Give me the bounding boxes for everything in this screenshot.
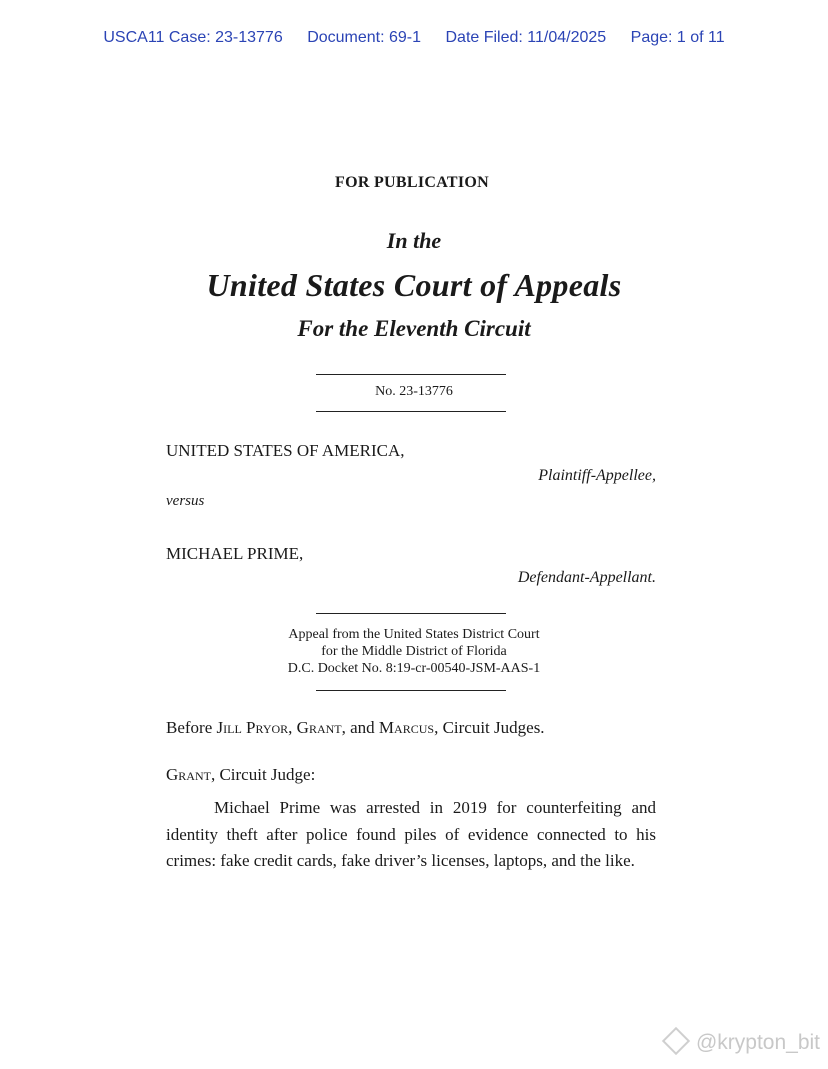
case-number: USCA11 Case: 23-13776 [103, 29, 283, 46]
court-name: United States Court of Appeals [206, 267, 622, 303]
publication-label: FOR PUBLICATION [335, 174, 489, 191]
author-line [166, 765, 315, 785]
opinion-paragraph: Michael Prime was arrested in 2019 for counterfeiting and identity theft after police found piles of evidence connected to his crimes: fake credit cards, fake driver’s licenses, laptops, and the like. [166, 798, 656, 870]
defendant-role: Defendant-Appellant. [517, 569, 656, 586]
appeal-line: Appeal from the United States District Court [288, 627, 540, 642]
before-prefix: Before [166, 718, 217, 737]
plaintiff-role: Plaintiff-Appellee, [538, 467, 656, 484]
watermark-text: @krypton_bit [695, 1031, 820, 1054]
docket-number: No. 23-13776 [375, 384, 453, 399]
divider-line [316, 411, 506, 412]
appeal-line: for the Middle District of Florida [321, 644, 507, 659]
watermark [666, 1031, 820, 1055]
in-the-heading: In the [386, 228, 442, 253]
date-filed: Date Filed: 11/04/2025 [445, 29, 607, 46]
circuit-name: For the Eleventh Circuit [297, 316, 531, 341]
opinion-body [166, 795, 656, 875]
before-suffix: , Circuit Judges. [434, 718, 545, 737]
appeal-docket: D.C. Docket No. 8:19-cr-00540-JSM-AAS-1 [287, 661, 541, 676]
author-title: , Circuit Judge: [210, 765, 316, 784]
appeal-source [0, 626, 828, 677]
versus-label: versus [166, 493, 205, 509]
separator: , and [341, 718, 379, 737]
judge-name: Jill Pryor [216, 718, 289, 737]
divider-line [316, 690, 506, 691]
judge-name: Marcus [378, 718, 435, 737]
plaintiff-name: UNITED STATES OF AMERICA, [166, 441, 405, 460]
defendant-name: MICHAEL PRIME, [166, 544, 304, 563]
page-indicator: Page: 1 of 11 [630, 29, 725, 46]
document-number: Document: 69-1 [307, 29, 422, 46]
author-name: Grant [166, 765, 211, 784]
panel-line [166, 718, 545, 738]
divider-line [316, 374, 506, 375]
divider-line [316, 613, 506, 614]
filing-header [0, 29, 828, 47]
separator: , [288, 718, 297, 737]
weibo-diamond-icon [662, 1027, 690, 1055]
judge-name: Grant [296, 718, 342, 737]
